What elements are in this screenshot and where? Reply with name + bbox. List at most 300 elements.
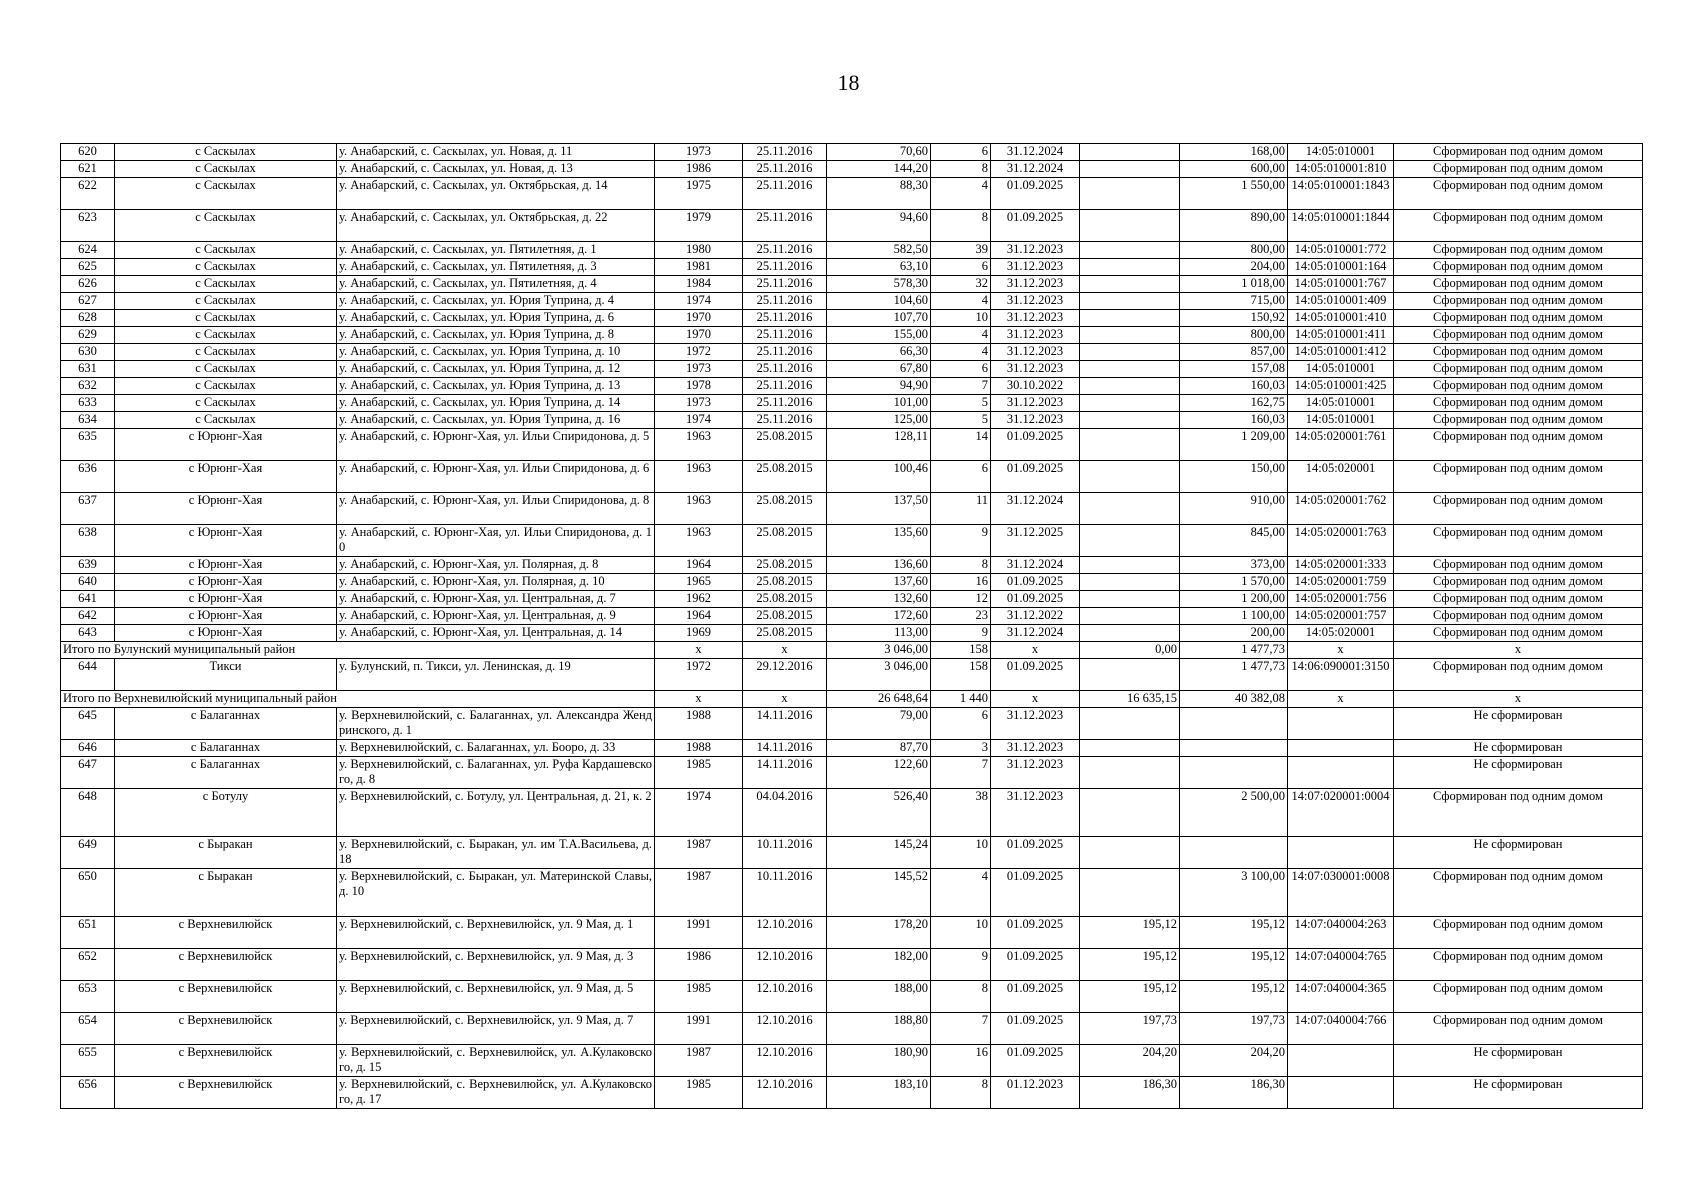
date-cell: 25.11.2016 xyxy=(743,361,827,378)
cost-cell: 1 477,73 xyxy=(1180,659,1288,691)
date-cell: 25.11.2016 xyxy=(743,161,827,178)
cost-cell: 1 550,00 xyxy=(1180,178,1288,210)
amount-cell xyxy=(1080,395,1180,412)
year-cell: 1984 xyxy=(655,276,743,293)
cost-cell: 150,00 xyxy=(1180,461,1288,493)
table-row xyxy=(61,327,1643,344)
deadline-cell: 31.12.2023 xyxy=(991,242,1080,259)
status-cell: Сформирован под одним домом xyxy=(1394,493,1643,525)
cost-cell: 40 382,08 xyxy=(1180,691,1288,708)
settlement-cell: с Балаганнах xyxy=(115,708,337,740)
amount-cell xyxy=(1080,310,1180,327)
date-cell: 10.11.2016 xyxy=(743,837,827,869)
residents-cell: 23 xyxy=(931,608,991,625)
residents-cell: 4 xyxy=(931,327,991,344)
page-number: 18 xyxy=(837,70,860,95)
table-row xyxy=(61,310,1643,327)
cadastral-cell xyxy=(1288,837,1394,869)
cost-cell: 373,00 xyxy=(1180,557,1288,574)
cadastral-cell: 14:06:090001:3150 xyxy=(1288,659,1394,691)
area-cell: 183,10 xyxy=(827,1077,931,1109)
cost-cell: 600,00 xyxy=(1180,161,1288,178)
amount-cell xyxy=(1080,361,1180,378)
residents-cell: 12 xyxy=(931,591,991,608)
address-cell: у. Анабарский, с. Саскылах, ул. Юрия Туприна, д. 10 xyxy=(337,344,655,361)
address-cell: у. Верхневилюйский, с. Балаганнах, ул. Александра Жендринского, д. 1 xyxy=(337,708,655,740)
cadastral-cell: 14:05:010001 xyxy=(1288,395,1394,412)
settlement-cell: с Саскылах xyxy=(115,210,337,242)
year-cell: 1987 xyxy=(655,869,743,917)
year-cell: 1972 xyxy=(655,659,743,691)
residents-cell: 5 xyxy=(931,412,991,429)
status-cell: Сформирован под одним домом xyxy=(1394,557,1643,574)
cadastral-cell: 14:05:010001:772 xyxy=(1288,242,1394,259)
year-cell: 1979 xyxy=(655,210,743,242)
row-number: 634 xyxy=(61,412,115,429)
cadastral-cell: 14:05:010001:164 xyxy=(1288,259,1394,276)
cost-cell: 160,03 xyxy=(1180,378,1288,395)
area-cell: 172,60 xyxy=(827,608,931,625)
year-cell: 1962 xyxy=(655,591,743,608)
settlement-cell: с Балаганнах xyxy=(115,740,337,757)
amount-cell xyxy=(1080,608,1180,625)
area-cell: 104,60 xyxy=(827,293,931,310)
address-cell: у. Анабарский, с. Саскылах, ул. Октябрьская, д. 14 xyxy=(337,178,655,210)
row-number: 633 xyxy=(61,395,115,412)
area-cell: 155,00 xyxy=(827,327,931,344)
table-row xyxy=(61,869,1643,917)
year-cell: 1981 xyxy=(655,259,743,276)
cadastral-cell: 14:05:010001 xyxy=(1288,361,1394,378)
row-number: 650 xyxy=(61,869,115,917)
deadline-cell: 31.12.2023 xyxy=(991,757,1080,789)
deadline-cell: 31.12.2023 xyxy=(991,259,1080,276)
cost-cell: 204,00 xyxy=(1180,259,1288,276)
table-body xyxy=(61,144,1643,1109)
residents-cell: 6 xyxy=(931,144,991,161)
settlement-cell: с Саскылах xyxy=(115,293,337,310)
cadastral-cell xyxy=(1288,708,1394,740)
year-cell: 1985 xyxy=(655,757,743,789)
residents-cell: 3 xyxy=(931,740,991,757)
settlement-cell: с Балаганнах xyxy=(115,757,337,789)
deadline-cell: 31.12.2023 xyxy=(991,293,1080,310)
status-cell: Сформирован под одним домом xyxy=(1394,378,1643,395)
table-row xyxy=(61,789,1643,837)
table-row xyxy=(61,917,1643,949)
date-cell: 25.08.2015 xyxy=(743,591,827,608)
date-cell: 25.11.2016 xyxy=(743,276,827,293)
row-number: 644 xyxy=(61,659,115,691)
table-row xyxy=(61,1013,1643,1045)
cost-cell xyxy=(1180,708,1288,740)
address-cell: у. Анабарский, с. Саскылах, ул. Юрия Туприна, д. 4 xyxy=(337,293,655,310)
cadastral-cell: 14:05:010001 xyxy=(1288,144,1394,161)
amount-cell xyxy=(1080,242,1180,259)
cadastral-cell: 14:05:010001 xyxy=(1288,412,1394,429)
year-cell: 1985 xyxy=(655,1077,743,1109)
area-cell: 26 648,64 xyxy=(827,691,931,708)
settlement-cell: с Юрюнг-Хая xyxy=(115,591,337,608)
table-row xyxy=(61,429,1643,461)
year-cell: 1972 xyxy=(655,344,743,361)
status-cell: Сформирован под одним домом xyxy=(1394,144,1643,161)
amount-cell xyxy=(1080,144,1180,161)
date-cell: 25.08.2015 xyxy=(743,574,827,591)
table-row xyxy=(61,625,1643,642)
amount-cell: 195,12 xyxy=(1080,981,1180,1013)
residents-cell: 7 xyxy=(931,757,991,789)
deadline-cell: 31.12.2023 xyxy=(991,276,1080,293)
row-number: 632 xyxy=(61,378,115,395)
address-cell: у. Анабарский, с. Юрюнг-Хая, ул. Центральная, д. 7 xyxy=(337,591,655,608)
residents-cell: 158 xyxy=(931,642,991,659)
cadastral-cell: 14:05:020001:763 xyxy=(1288,525,1394,557)
status-cell: Сформирован под одним домом xyxy=(1394,949,1643,981)
address-cell: у. Верхневилюйский, с. Верхневилюйск, ул. 9 Мая, д. 1 xyxy=(337,917,655,949)
date-cell: 12.10.2016 xyxy=(743,917,827,949)
date-cell: 29.12.2016 xyxy=(743,659,827,691)
status-cell: Сформирован под одним домом xyxy=(1394,276,1643,293)
table-row xyxy=(61,608,1643,625)
status-cell: Сформирован под одним домом xyxy=(1394,161,1643,178)
status-cell: Не сформирован xyxy=(1394,837,1643,869)
row-number: 643 xyxy=(61,625,115,642)
cost-cell: 168,00 xyxy=(1180,144,1288,161)
residents-cell: 32 xyxy=(931,276,991,293)
residents-cell: 7 xyxy=(931,1013,991,1045)
date-cell: 25.08.2015 xyxy=(743,461,827,493)
cost-cell: 195,12 xyxy=(1180,981,1288,1013)
residents-cell: 8 xyxy=(931,557,991,574)
address-cell: у. Анабарский, с. Юрюнг-Хая, ул. Центральная, д. 14 xyxy=(337,625,655,642)
row-number: 626 xyxy=(61,276,115,293)
residents-cell: 9 xyxy=(931,525,991,557)
residents-cell: 4 xyxy=(931,293,991,310)
address-cell: у. Верхневилюйский, с. Верхневилюйск, ул. А.Кулаковского, д. 15 xyxy=(337,1045,655,1077)
year-cell: 1985 xyxy=(655,981,743,1013)
deadline-cell: 31.12.2023 xyxy=(991,310,1080,327)
cadastral-cell: 14:05:010001:1843 xyxy=(1288,178,1394,210)
date-cell: 25.11.2016 xyxy=(743,310,827,327)
deadline-cell: 31.12.2023 xyxy=(991,740,1080,757)
residents-cell: 8 xyxy=(931,1077,991,1109)
deadline-cell: 01.09.2025 xyxy=(991,210,1080,242)
address-cell: у. Анабарский, с. Саскылах, ул. Юрия Туприна, д. 12 xyxy=(337,361,655,378)
residents-cell: 7 xyxy=(931,378,991,395)
address-cell: у. Анабарский, с. Юрюнг-Хая, ул. Центральная, д. 9 xyxy=(337,608,655,625)
row-number: 629 xyxy=(61,327,115,344)
amount-cell xyxy=(1080,161,1180,178)
year-cell: x xyxy=(655,691,743,708)
year-cell: 1963 xyxy=(655,493,743,525)
status-cell: Сформирован под одним домом xyxy=(1394,574,1643,591)
year-cell: 1963 xyxy=(655,525,743,557)
address-cell: у. Верхневилюйский, с. Быракан, ул. им Т.А.Васильева, д. 18 xyxy=(337,837,655,869)
amount-cell xyxy=(1080,259,1180,276)
settlement-cell: с Саскылах xyxy=(115,378,337,395)
address-cell: у. Верхневилюйский, с. Верхневилюйск, ул. 9 Мая, д. 3 xyxy=(337,949,655,981)
cadastral-cell xyxy=(1288,740,1394,757)
area-cell: 188,00 xyxy=(827,981,931,1013)
row-number: 651 xyxy=(61,917,115,949)
date-cell: 25.11.2016 xyxy=(743,242,827,259)
cadastral-cell: 14:07:040004:263 xyxy=(1288,917,1394,949)
row-number: 656 xyxy=(61,1077,115,1109)
status-cell: Не сформирован xyxy=(1394,708,1643,740)
row-number: 627 xyxy=(61,293,115,310)
area-cell: 136,60 xyxy=(827,557,931,574)
address-cell: у. Анабарский, с. Саскылах, ул. Юрия Туприна, д. 8 xyxy=(337,327,655,344)
status-cell: Не сформирован xyxy=(1394,1077,1643,1109)
amount-cell: 16 635,15 xyxy=(1080,691,1180,708)
cadastral-cell xyxy=(1288,1045,1394,1077)
amount-cell xyxy=(1080,869,1180,917)
district-total-row xyxy=(61,691,1643,708)
status-cell: Сформирован под одним домом xyxy=(1394,259,1643,276)
residents-cell: 4 xyxy=(931,344,991,361)
deadline-cell: 31.12.2023 xyxy=(991,327,1080,344)
year-cell: 1964 xyxy=(655,557,743,574)
cost-cell: 162,75 xyxy=(1180,395,1288,412)
deadline-cell: 31.12.2022 xyxy=(991,608,1080,625)
address-cell: у. Анабарский, с. Юрюнг-Хая, ул. Ильи Спиридонова, д. 6 xyxy=(337,461,655,493)
area-cell: 87,70 xyxy=(827,740,931,757)
settlement-cell: с Саскылах xyxy=(115,242,337,259)
year-cell: 1969 xyxy=(655,625,743,642)
year-cell: 1973 xyxy=(655,395,743,412)
deadline-cell: 01.09.2025 xyxy=(991,869,1080,917)
status-cell: Сформирован под одним домом xyxy=(1394,461,1643,493)
deadline-cell: 31.12.2023 xyxy=(991,395,1080,412)
settlement-cell: с Саскылах xyxy=(115,327,337,344)
table-row xyxy=(61,574,1643,591)
table-row xyxy=(61,591,1643,608)
residents-cell: 6 xyxy=(931,361,991,378)
table-row xyxy=(61,378,1643,395)
address-cell: у. Анабарский, с. Саскылах, ул. Юрия Туприна, д. 14 xyxy=(337,395,655,412)
status-cell: Сформирован под одним домом xyxy=(1394,178,1643,210)
residents-cell: 5 xyxy=(931,395,991,412)
deadline-cell: 31.12.2024 xyxy=(991,557,1080,574)
table-row xyxy=(61,1077,1643,1109)
date-cell: 25.11.2016 xyxy=(743,293,827,310)
deadline-cell: 01.09.2025 xyxy=(991,1045,1080,1077)
area-cell: 107,70 xyxy=(827,310,931,327)
area-cell: 578,30 xyxy=(827,276,931,293)
row-number: 622 xyxy=(61,178,115,210)
area-cell: 145,52 xyxy=(827,869,931,917)
cadastral-cell xyxy=(1288,1077,1394,1109)
row-number: 655 xyxy=(61,1045,115,1077)
date-cell: 25.08.2015 xyxy=(743,625,827,642)
cost-cell: 150,92 xyxy=(1180,310,1288,327)
cadastral-cell: 14:05:020001:762 xyxy=(1288,493,1394,525)
residents-cell: 14 xyxy=(931,429,991,461)
settlement-cell: с Юрюнг-Хая xyxy=(115,625,337,642)
year-cell: 1973 xyxy=(655,144,743,161)
cost-cell: 195,12 xyxy=(1180,917,1288,949)
date-cell: 25.11.2016 xyxy=(743,395,827,412)
deadline-cell: 01.09.2025 xyxy=(991,1013,1080,1045)
row-number: 621 xyxy=(61,161,115,178)
deadline-cell: 31.12.2023 xyxy=(991,361,1080,378)
address-cell: у. Анабарский, с. Саскылах, ул. Пятилетняя, д. 3 xyxy=(337,259,655,276)
address-cell: у. Анабарский, с. Саскылах, ул. Новая, д. 13 xyxy=(337,161,655,178)
row-number: 623 xyxy=(61,210,115,242)
table-row xyxy=(61,161,1643,178)
row-number: 649 xyxy=(61,837,115,869)
deadline-cell: x xyxy=(991,642,1080,659)
year-cell: 1974 xyxy=(655,789,743,837)
table-row xyxy=(61,293,1643,310)
status-cell: Сформирован под одним домом xyxy=(1394,344,1643,361)
deadline-cell: 30.10.2022 xyxy=(991,378,1080,395)
deadline-cell: x xyxy=(991,691,1080,708)
settlement-cell: с Юрюнг-Хая xyxy=(115,608,337,625)
amount-cell xyxy=(1080,461,1180,493)
date-cell: 12.10.2016 xyxy=(743,981,827,1013)
status-cell: x xyxy=(1394,642,1643,659)
residents-cell: 158 xyxy=(931,659,991,691)
area-cell: 144,20 xyxy=(827,161,931,178)
year-cell: 1965 xyxy=(655,574,743,591)
area-cell: 132,60 xyxy=(827,591,931,608)
date-cell: 25.08.2015 xyxy=(743,525,827,557)
cost-cell: 1 477,73 xyxy=(1180,642,1288,659)
status-cell: Сформирован под одним домом xyxy=(1394,242,1643,259)
address-cell: у. Анабарский, с. Саскылах, ул. Новая, д. 11 xyxy=(337,144,655,161)
year-cell: 1988 xyxy=(655,708,743,740)
address-cell: у. Верхневилюйский, с. Верхневилюйск, ул. 9 Мая, д. 7 xyxy=(337,1013,655,1045)
cadastral-cell: 14:05:010001:425 xyxy=(1288,378,1394,395)
table-row xyxy=(61,757,1643,789)
row-number: 631 xyxy=(61,361,115,378)
deadline-cell: 31.12.2023 xyxy=(991,708,1080,740)
cadastral-cell: 14:07:020001:0004 xyxy=(1288,789,1394,837)
status-cell: Сформирован под одним домом xyxy=(1394,525,1643,557)
status-cell: Сформирован под одним домом xyxy=(1394,429,1643,461)
deadline-cell: 31.12.2023 xyxy=(991,344,1080,361)
table-row xyxy=(61,740,1643,757)
residents-cell: 10 xyxy=(931,837,991,869)
status-cell: x xyxy=(1394,691,1643,708)
area-cell: 63,10 xyxy=(827,259,931,276)
cadastral-cell: 14:07:040004:765 xyxy=(1288,949,1394,981)
settlement-cell: с Верхневилюйск xyxy=(115,1045,337,1077)
date-cell: 10.11.2016 xyxy=(743,869,827,917)
date-cell: 12.10.2016 xyxy=(743,949,827,981)
residents-cell: 6 xyxy=(931,708,991,740)
cost-cell: 1 018,00 xyxy=(1180,276,1288,293)
date-cell: x xyxy=(743,691,827,708)
settlement-cell: с Саскылах xyxy=(115,361,337,378)
cost-cell: 1 100,00 xyxy=(1180,608,1288,625)
date-cell: 25.11.2016 xyxy=(743,144,827,161)
settlement-cell: с Верхневилюйск xyxy=(115,917,337,949)
area-cell: 122,60 xyxy=(827,757,931,789)
table-row xyxy=(61,178,1643,210)
deadline-cell: 01.09.2025 xyxy=(991,591,1080,608)
year-cell: 1980 xyxy=(655,242,743,259)
table-row xyxy=(61,361,1643,378)
area-cell: 178,20 xyxy=(827,917,931,949)
year-cell: 1987 xyxy=(655,837,743,869)
cost-cell: 800,00 xyxy=(1180,242,1288,259)
date-cell: 25.11.2016 xyxy=(743,259,827,276)
area-cell: 135,60 xyxy=(827,525,931,557)
date-cell: 12.10.2016 xyxy=(743,1045,827,1077)
table-row xyxy=(61,708,1643,740)
cadastral-cell: 14:05:010001:410 xyxy=(1288,310,1394,327)
address-cell: у. Верхневилюйский, с. Быракан, ул. Материнской Славы, д. 10 xyxy=(337,869,655,917)
year-cell: 1970 xyxy=(655,327,743,344)
cadastral-cell: 14:05:020001 xyxy=(1288,461,1394,493)
date-cell: 12.10.2016 xyxy=(743,1077,827,1109)
row-number: 647 xyxy=(61,757,115,789)
status-cell: Сформирован под одним домом xyxy=(1394,591,1643,608)
year-cell: 1986 xyxy=(655,949,743,981)
settlement-cell: с Саскылах xyxy=(115,412,337,429)
cadastral-cell: 14:05:020001:333 xyxy=(1288,557,1394,574)
district-total-row xyxy=(61,642,1643,659)
settlement-cell: с Саскылах xyxy=(115,276,337,293)
amount-cell xyxy=(1080,591,1180,608)
status-cell: Не сформирован xyxy=(1394,1045,1643,1077)
area-cell: 125,00 xyxy=(827,412,931,429)
address-cell: у. Верхневилюйский, с. Балаганнах, ул. Руфа Кардашевского, д. 8 xyxy=(337,757,655,789)
row-number: 635 xyxy=(61,429,115,461)
area-cell: 137,50 xyxy=(827,493,931,525)
amount-cell xyxy=(1080,210,1180,242)
area-cell: 66,30 xyxy=(827,344,931,361)
address-cell: у. Анабарский, с. Юрюнг-Хая, ул. Полярная, д. 8 xyxy=(337,557,655,574)
deadline-cell: 01.09.2025 xyxy=(991,837,1080,869)
settlement-cell: с Ботулу xyxy=(115,789,337,837)
row-number: 628 xyxy=(61,310,115,327)
cadastral-cell: 14:05:010001:810 xyxy=(1288,161,1394,178)
cost-cell: 715,00 xyxy=(1180,293,1288,310)
residents-cell: 10 xyxy=(931,917,991,949)
amount-cell: 0,00 xyxy=(1080,642,1180,659)
amount-cell: 195,12 xyxy=(1080,949,1180,981)
cadastral-cell: 14:05:020001:757 xyxy=(1288,608,1394,625)
table-row xyxy=(61,242,1643,259)
row-number: 630 xyxy=(61,344,115,361)
status-cell: Сформирован под одним домом xyxy=(1394,869,1643,917)
cadastral-cell: 14:05:020001:759 xyxy=(1288,574,1394,591)
deadline-cell: 31.12.2024 xyxy=(991,144,1080,161)
year-cell: 1974 xyxy=(655,412,743,429)
amount-cell xyxy=(1080,178,1180,210)
date-cell: 25.08.2015 xyxy=(743,429,827,461)
year-cell: 1987 xyxy=(655,1045,743,1077)
cost-cell: 160,03 xyxy=(1180,412,1288,429)
status-cell: Не сформирован xyxy=(1394,757,1643,789)
date-cell: 25.11.2016 xyxy=(743,178,827,210)
date-cell: 25.08.2015 xyxy=(743,608,827,625)
address-cell: у. Анабарский, с. Саскылах, ул. Пятилетняя, д. 4 xyxy=(337,276,655,293)
address-cell: у. Верхневилюйский, с. Верхневилюйск, ул. 9 Мая, д. 5 xyxy=(337,981,655,1013)
address-cell: у. Анабарский, с. Саскылах, ул. Октябрьская, д. 22 xyxy=(337,210,655,242)
row-number: 624 xyxy=(61,242,115,259)
cost-cell: 2 500,00 xyxy=(1180,789,1288,837)
date-cell: 25.11.2016 xyxy=(743,412,827,429)
residents-cell: 6 xyxy=(931,259,991,276)
cost-cell: 200,00 xyxy=(1180,625,1288,642)
row-number: 654 xyxy=(61,1013,115,1045)
area-cell: 88,30 xyxy=(827,178,931,210)
